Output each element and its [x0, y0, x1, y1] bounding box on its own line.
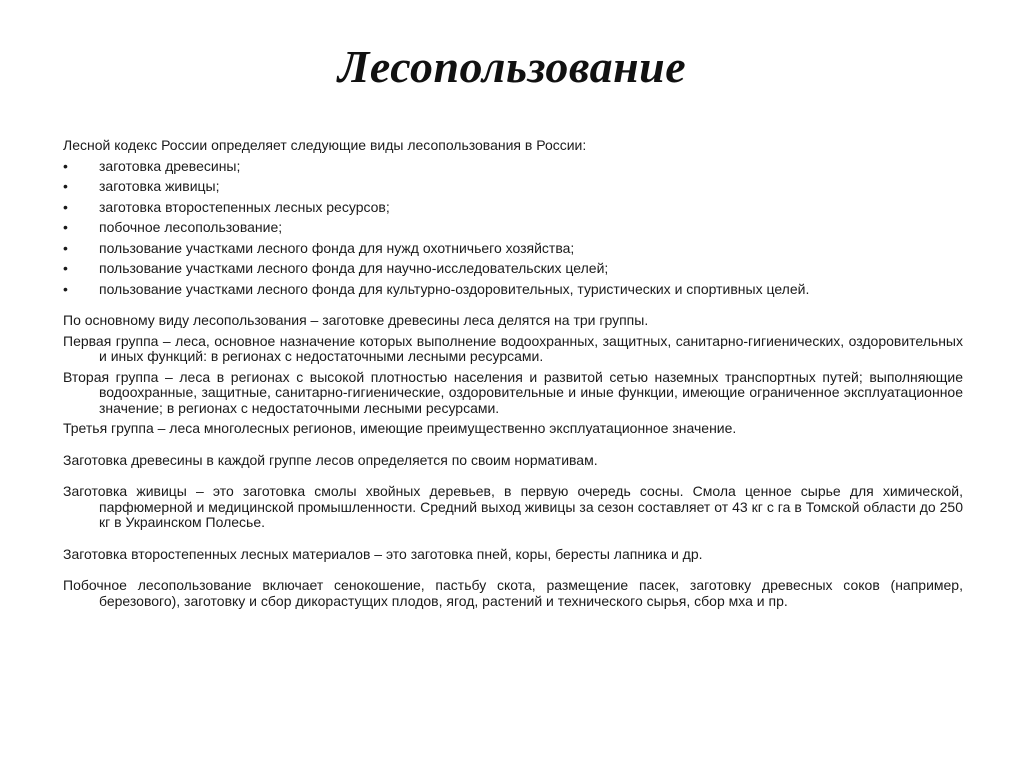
slide-title: Лесопользование [337, 41, 687, 92]
list-item-text: пользование участками лесного фонда для нужд охотничьего хозяйства; [99, 239, 575, 256]
bullet-icon: • [63, 178, 68, 194]
list-item [63, 220, 963, 236]
bullet-icon: • [63, 239, 68, 256]
list-item [63, 179, 963, 195]
forest-use-list [63, 159, 963, 298]
side-use-paragraph: Побочное лесопользование включает сенокошение, пастьбу скота, размещение пасек, заготовку древесных соков (например, березового), заготовку и сбор дикорастущих плодов, ягод, растений и технического сырья, сбор мха и пр. [63, 577, 963, 609]
bullet-icon: • [63, 198, 68, 215]
group-three-paragraph: Третья группа – леса многолесных регионов, имеющие преимущественно эксплуатационное значение. [63, 420, 737, 436]
list-item-text: побочное лесопользование; [99, 219, 283, 235]
list-item [63, 282, 963, 298]
bullet-icon: • [63, 260, 68, 276]
list-item-text: пользование участками лесного фонда для культурно-оздоровительных, туристических и спортивных целей. [99, 280, 810, 297]
list-item-text: заготовка живицы; [99, 178, 220, 194]
bullet-icon: • [63, 219, 68, 235]
group-two-paragraph: Вторая группа – леса в регионах с высокой плотностью населения и развитой сетью наземных транспортных путей; выполняющие водоохранные, защитные, санитарно-гигиенические, оздоровительные и иные функции, имеющие ограниченное эксплуатационное значение; в регионах с недостаточными лесными ресурсами. [63, 368, 963, 416]
list-item-text: заготовка второстепенных лесных ресурсов; [99, 198, 390, 215]
resin-paragraph: Заготовка живицы – это заготовка смолы хвойных деревьев, в первую очередь сосны. Смола ценное сырье для химической, парфюмерной и медицинской промышленности. Средний выход живицы за сезон составляет от 43 кг с га в Томской области до 250 кг в Украинском Полесье. [63, 483, 963, 530]
slide-body [63, 138, 963, 609]
list-item-text: заготовка древесины; [99, 157, 241, 174]
list-item [63, 159, 963, 175]
list-item [63, 200, 963, 216]
bullet-icon: • [63, 280, 68, 297]
groups-intro-paragraph: По основному виду лесопользования – заготовке древесины леса делятся на три группы. [63, 312, 649, 328]
list-item-text: пользование участками лесного фонда для научно-исследовательских целей; [99, 260, 609, 276]
list-item [63, 241, 963, 257]
bullet-icon: • [63, 157, 68, 174]
secondary-resources-paragraph: Заготовка второстепенных лесных материалов – это заготовка пней, коры, бересты лапника и др. [63, 545, 703, 562]
group-one-paragraph: Первая группа – леса, основное назначение которых выполнение водоохранных, защитных, санитарно-гигиенических, оздоровительных и иных функций: в регионах с недостаточными лесными ресурсами. [63, 332, 963, 364]
timber-paragraph: Заготовка древесины в каждой группе лесов определяется по своим нормативам. [63, 451, 598, 468]
list-item [63, 261, 963, 277]
intro-paragraph: Лесной кодекс России определяет следующие виды лесопользования в России: [63, 137, 587, 153]
